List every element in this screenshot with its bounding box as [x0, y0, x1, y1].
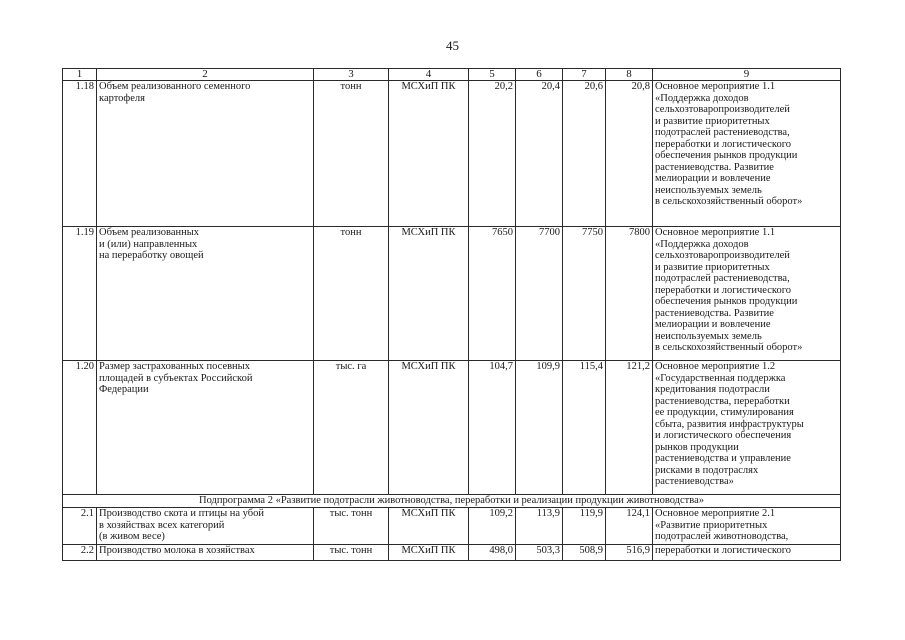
value-cell: 7800	[606, 227, 653, 361]
value-cell: 121,2	[606, 361, 653, 495]
executor-cell: МСХиП ПК	[389, 361, 469, 495]
table-row	[63, 361, 841, 495]
executor-cell: МСХиП ПК	[389, 81, 469, 227]
table-row	[63, 545, 841, 561]
value-cell: 7700	[516, 227, 563, 361]
executor-cell: МСХиП ПК	[389, 227, 469, 361]
value-cell: 119,9	[563, 508, 606, 545]
unit-cell: тыс. тонн	[314, 545, 389, 561]
indicator-name: Объем реализованного семенного картофеля	[97, 81, 314, 227]
column-header: 1	[63, 69, 97, 81]
value-cell: 124,1	[606, 508, 653, 545]
measure-cell: Основное мероприятие 1.1 «Поддержка доходов сельхозтоваропроизводителей и развитие приоритетных подотраслей растениеводства, переработки и логистического обеспечения рынков продукции растениеводства. Развитие мелиорации и вовлечение неиспользуемых земель в сельскохозяйственный оборот»	[653, 227, 841, 361]
row-index: 2.1	[63, 508, 97, 545]
measure-cell: Основное мероприятие 2.1 «Развитие приоритетных подотраслей животноводства,	[653, 508, 841, 545]
unit-cell: тонн	[314, 81, 389, 227]
measure-cell: Основное мероприятие 1.1 «Поддержка доходов сельхозтоваропроизводителей и развитие приоритетных подотраслей растениеводства, переработки и логистического обеспечения рынков продукции растениеводства. Развитие мелиорации и вовлечение неиспользуемых земель в сельскохозяйственный оборот»	[653, 81, 841, 227]
table-row	[63, 227, 841, 361]
page-number: 45	[446, 38, 459, 53]
column-header: 7	[563, 69, 606, 81]
row-index: 2.2	[63, 545, 97, 561]
unit-cell: тыс. тонн	[314, 508, 389, 545]
column-header: 9	[653, 69, 841, 81]
row-index: 1.18	[63, 81, 97, 227]
value-cell: 20,4	[516, 81, 563, 227]
column-header: 3	[314, 69, 389, 81]
value-cell: 109,2	[469, 508, 516, 545]
executor-cell: МСХиП ПК	[389, 508, 469, 545]
value-cell: 20,8	[606, 81, 653, 227]
measure-cell: Основное мероприятие 1.2 «Государственная поддержка кредитования подотрасли растениеводства, переработки ее продукции, стимулирования сбыта, развития инфраструктуры и логистического обеспечения рынков продукции растениеводства и управление рисками в подотраслях растениеводства»	[653, 361, 841, 495]
measure-cell: переработки и логистического	[653, 545, 841, 561]
value-cell: 104,7	[469, 361, 516, 495]
column-header: 8	[606, 69, 653, 81]
table-header-row	[63, 69, 841, 81]
indicator-name: Производство скота и птицы на убой в хозяйствах всех категорий (в живом весе)	[97, 508, 314, 545]
column-header: 6	[516, 69, 563, 81]
value-cell: 7750	[563, 227, 606, 361]
value-cell: 20,2	[469, 81, 516, 227]
unit-cell: тыс. га	[314, 361, 389, 495]
indicator-name: Объем реализованных и (или) направленных на переработку овощей	[97, 227, 314, 361]
value-cell: 503,3	[516, 545, 563, 561]
column-header: 5	[469, 69, 516, 81]
table-row	[63, 508, 841, 545]
unit-cell: тонн	[314, 227, 389, 361]
value-cell: 20,6	[563, 81, 606, 227]
value-cell: 7650	[469, 227, 516, 361]
table-row	[63, 81, 841, 227]
value-cell: 109,9	[516, 361, 563, 495]
subprogram-title: Подпрограмма 2 «Развитие подотрасли животноводства, переработки и реализации продукции животноводства»	[63, 495, 841, 508]
value-cell: 115,4	[563, 361, 606, 495]
indicator-name: Производство молока в хозяйствах	[97, 545, 314, 561]
executor-cell: МСХиП ПК	[389, 545, 469, 561]
subprogram-row	[63, 495, 841, 508]
column-header: 2	[97, 69, 314, 81]
value-cell: 508,9	[563, 545, 606, 561]
row-index: 1.19	[63, 227, 97, 361]
value-cell: 516,9	[606, 545, 653, 561]
value-cell: 113,9	[516, 508, 563, 545]
value-cell: 498,0	[469, 545, 516, 561]
row-index: 1.20	[63, 361, 97, 495]
indicator-name: Размер застрахованных посевных площадей в субъектах Российской Федерации	[97, 361, 314, 495]
indicators-table	[62, 68, 841, 561]
column-header: 4	[389, 69, 469, 81]
